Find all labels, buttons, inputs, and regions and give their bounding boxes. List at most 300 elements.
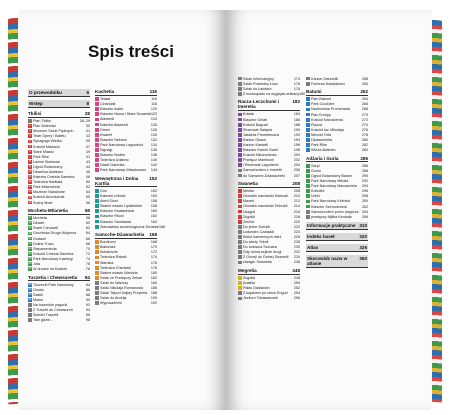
entry-page: 280 (361, 137, 368, 142)
entry-page: 86 (85, 287, 90, 292)
toc-section-title: Skorowidz nazw w atlasie (307, 256, 348, 267)
entry-title: Klasztor Rkoni (100, 214, 124, 219)
entry-page: 41 (85, 154, 90, 159)
entry-number-badge (95, 199, 99, 203)
toc-section-title: Adżaria i Guria (306, 155, 339, 161)
entry-number-badge (95, 153, 99, 157)
toc-entry (95, 250, 157, 255)
entry-page: 60 (85, 221, 90, 226)
toc-entry (306, 112, 368, 117)
entry-number-badge (95, 291, 99, 295)
entry-page: 68 (85, 241, 90, 246)
toc-section-title: Megrelia (238, 268, 257, 273)
entry-title: Kutaisi (243, 112, 255, 117)
toc-entry (306, 81, 368, 86)
entry-page: 212 (293, 199, 300, 204)
toc-entry (95, 168, 157, 173)
toc-entry (238, 276, 300, 281)
toc-entry (306, 184, 368, 189)
toc-section-header (238, 268, 300, 275)
entry-title: Tuszecki Park Narodowy (33, 282, 74, 287)
entry-title: Z Goneji do Dolnej Swanetii (243, 255, 289, 260)
entry-number-badge: 13 (28, 184, 32, 189)
toc-entry (95, 188, 157, 193)
toc-entry (306, 194, 368, 199)
entry-number-badge: 6 (29, 148, 31, 153)
entry-page: 190 (150, 296, 157, 301)
entry-number-badge: 5 (29, 143, 31, 148)
entry-number-badge (238, 220, 242, 224)
toc-column-3 (238, 76, 306, 301)
entry-title: Katedra Cminda Sameba (33, 175, 75, 180)
entry-number-badge (306, 148, 310, 152)
toc-entry (28, 256, 90, 261)
entry-title: Do wieży Tekali (243, 240, 269, 245)
entry-title: Jeziioro Tobawarczeli (243, 296, 278, 301)
toc-entry (28, 159, 90, 164)
entry-title: Meczet Orta (311, 132, 332, 137)
entry-number-badge (238, 189, 242, 193)
toc-entry (238, 214, 300, 219)
toc-entry (238, 117, 300, 122)
entry-title: Teatr Opery i Baletu (33, 134, 66, 139)
entry-page: 194 (293, 137, 300, 142)
toc-entry (95, 275, 157, 280)
entry-title: Szatili (33, 292, 43, 297)
entry-number-badge (238, 245, 242, 249)
toc-section-header (306, 222, 368, 230)
entry-number-badge (306, 97, 310, 101)
entry-number-badge (95, 133, 99, 137)
entry-title: i Rezerwat Lagodechi (243, 163, 279, 168)
entry-page: 30 (85, 124, 90, 129)
entry-page: 39 (85, 149, 90, 154)
entry-page: 200 (293, 153, 300, 158)
entry-title: Gudauri (33, 236, 47, 241)
toc-section-title: Wstęp (29, 101, 43, 106)
toc-entry (95, 296, 157, 301)
entry-number-badge (238, 255, 242, 259)
toc-entry (95, 286, 157, 291)
entry-title: Suchy Most (33, 200, 53, 205)
toc-section-title: Samcche-Dżawachetia (95, 232, 145, 238)
toc-entry (306, 179, 368, 184)
entry-number-badge (238, 281, 242, 285)
toc-entry (238, 86, 300, 91)
toc-section-header (238, 181, 300, 188)
entry-number-badge (238, 158, 242, 162)
entry-page: 168 (150, 240, 157, 245)
entry-number-badge (95, 281, 99, 285)
entry-title: przełęczy Mjtika Keukala (311, 214, 352, 219)
entry-title: Pałac Dadianich (243, 286, 270, 291)
entry-number-badge (306, 143, 310, 147)
entry-title: Plac Wolności (33, 124, 57, 129)
entry-number-badge (95, 118, 99, 122)
toc-entry (28, 175, 90, 180)
entry-page: 268 (361, 107, 368, 112)
entry-number-badge (238, 169, 242, 173)
entry-page: 202 (293, 158, 300, 163)
entry-number-badge: 31 (28, 297, 32, 302)
toc-section-header (28, 275, 90, 282)
toc-section-page: 8 (86, 101, 89, 106)
entry-page: 192 (150, 301, 157, 306)
entry-number-badge: 4 (29, 138, 31, 143)
entry-title: Park Cucdobe (311, 102, 335, 107)
entry-title: Z wodospadu na wygląda wulkany (243, 91, 300, 96)
entry-title: Twierdza Rabati (100, 255, 127, 260)
toc-section-page: 208 (292, 181, 300, 187)
entry-title: Plan Tbilisi (33, 119, 51, 124)
entry-title: Klasztor Gelati (243, 117, 267, 122)
toc-section-header (95, 232, 157, 239)
toc-entry (95, 291, 157, 296)
entry-title: Szlak Nikolaja Romanowa (100, 286, 143, 291)
entry-title: Gdy dolna zejście drogi (243, 250, 282, 255)
toc-entry (306, 102, 368, 107)
entry-title: Lodowiec Czalaadi (243, 229, 274, 234)
toc-entry (238, 168, 300, 173)
toc-entry (28, 313, 90, 318)
entry-number-badge (238, 138, 242, 142)
toc-entry (28, 164, 90, 169)
entry-title: Achalciche (100, 250, 118, 255)
toc-entry (238, 229, 300, 234)
entry-number-badge (28, 308, 32, 312)
entry-page: 214 (293, 204, 300, 209)
entry-page: 274 (361, 122, 368, 127)
toc-entry (28, 134, 90, 139)
entry-page: 300 (361, 199, 368, 204)
toc-entry (28, 169, 90, 174)
toc-entry (306, 122, 368, 127)
entry-number-badge: 25 (28, 255, 32, 260)
entry-title: Park Narodowy Mtirala (311, 179, 349, 184)
toc-entry (28, 308, 90, 313)
entry-number-badge (238, 261, 242, 265)
toc-entry (238, 250, 300, 255)
entry-page: 252 (293, 286, 300, 291)
entry-page: 228 (293, 240, 300, 245)
entry-title: Uwaga: Swanetia (243, 260, 272, 265)
entry-number-badge (306, 82, 310, 86)
entry-number-badge: 21 (28, 235, 32, 240)
entry-number-badge (238, 250, 242, 254)
toc-entry (306, 107, 368, 112)
entry-page: 290 (361, 173, 368, 178)
toc-entry (238, 234, 300, 239)
left-page (18, 10, 226, 410)
toc-entry (95, 117, 157, 122)
toc-entry (28, 190, 90, 195)
entry-number-badge (95, 194, 99, 198)
toc-entry (95, 260, 157, 265)
entry-page: 224 (293, 229, 300, 234)
toc-column-4 (306, 76, 368, 269)
entry-title: Twierdza Narikala (33, 180, 63, 185)
toc-entry (95, 163, 157, 168)
entry-page: 176 (293, 81, 300, 86)
entry-page: 43 (85, 159, 90, 164)
entry-title: Cinandali (100, 102, 116, 107)
entry-number-badge (238, 82, 242, 86)
toc-entry (28, 200, 90, 205)
toc-entry (28, 236, 90, 241)
entry-number-badge (95, 220, 99, 224)
entry-title: Stare Miasto (33, 149, 54, 154)
toc-section-page: 152 (149, 175, 157, 181)
toc-entry (306, 173, 368, 178)
entry-number-badge (238, 92, 242, 96)
toc-entry (306, 189, 368, 194)
toc-entry (238, 112, 300, 117)
entry-page: 174 (150, 255, 157, 260)
entry-page: 198 (293, 148, 300, 153)
entry-number-badge (306, 215, 310, 219)
entry-number-badge (238, 230, 242, 234)
entry-page: 62 (85, 226, 90, 231)
entry-page: 272 (361, 117, 368, 122)
entry-title: Kanion Okace (243, 137, 267, 142)
entry-number-badge (238, 210, 242, 214)
toc-entry (95, 280, 157, 285)
entry-page: 64 (85, 231, 90, 236)
entry-page: 220 (293, 219, 300, 224)
entry-page: 232 (293, 250, 300, 255)
toc-section-header (28, 208, 90, 215)
toc-entry (238, 127, 300, 132)
toc-section-header (95, 89, 157, 96)
entry-title: Dawit Garedża (100, 163, 125, 168)
toc-entry (28, 251, 90, 256)
toc-entry (238, 142, 300, 147)
entry-number-badge (95, 189, 99, 193)
toc-entry (238, 281, 300, 286)
entry-page: 35 (85, 139, 90, 144)
entry-number-badge: 18 (28, 220, 32, 225)
toc-section-header (306, 156, 368, 163)
entry-title: Park Rike (33, 154, 49, 159)
toc-entry (28, 139, 90, 144)
entry-number-badge: 29 (28, 286, 32, 291)
entry-number-badge: 12 (28, 179, 32, 184)
entry-number-badge (238, 291, 242, 295)
entry-title: Mazeri (243, 199, 255, 204)
entry-title: Kościół Nikorcminda (243, 153, 277, 158)
entry-page: 33 (85, 134, 90, 139)
entry-title: Dżwari (33, 221, 45, 226)
entry-title: Zugdidi (243, 276, 256, 281)
toc-entry (28, 246, 90, 251)
entry-page: 186 (293, 117, 300, 122)
entry-page: 156 (150, 199, 157, 204)
toc-column-2 (95, 86, 166, 306)
entry-number-badge (95, 128, 99, 132)
entry-title: Szlak Powiedny Łosz (243, 81, 278, 86)
entry-number-badge (238, 235, 242, 239)
entry-title: Samochodem z Imeretii (243, 168, 282, 173)
entry-title: Szlak do Andrija (100, 296, 127, 301)
entry-number-badge (306, 108, 310, 112)
entry-title: Gruzińska Droga Wojenna (33, 231, 77, 236)
toc-entry (28, 292, 90, 297)
toc-section-page: 262 (360, 89, 368, 95)
entry-title: Nadmorska Promenada (311, 107, 350, 112)
toc-entry (95, 97, 157, 102)
toc-entry (238, 137, 300, 142)
toc-section-header (306, 244, 368, 252)
entry-title: Ośrodek narciarski Tetnuldi (243, 204, 288, 209)
entry-page: 236 (293, 260, 300, 265)
toc-entry (238, 122, 300, 127)
entry-page: 170 (150, 245, 157, 250)
entry-title: Juta (33, 261, 40, 266)
toc-entry (238, 255, 300, 260)
toc-section-page: 326 (359, 245, 367, 251)
entry-page: 196 (293, 142, 300, 147)
entry-title: Dżwelica Awlabari (33, 169, 63, 174)
entry-page: 306 (361, 214, 368, 219)
toc-entry (95, 245, 157, 250)
entry-title: Park Narodowy Lagodechi (100, 142, 144, 147)
toc-entry (306, 199, 368, 204)
entry-page: 184 (293, 112, 300, 117)
entry-title: Kościół Narodzenia (311, 117, 343, 122)
entry-page: 218 (293, 214, 300, 219)
entry-title: Sarpi (311, 163, 320, 168)
entry-page: 88 (85, 292, 90, 297)
toc-entry (28, 180, 90, 185)
entry-title: Mutso (33, 297, 44, 302)
entry-page: 208 (293, 189, 300, 194)
entry-title: Uszguli (243, 209, 256, 214)
entry-page: 58 (85, 216, 90, 221)
toc-entry (306, 209, 368, 214)
entry-number-badge (238, 225, 242, 229)
entry-page: 76 (85, 261, 90, 266)
entry-page: 136 (150, 147, 157, 152)
toc-entry (95, 265, 157, 270)
entry-page: 92 (85, 303, 90, 308)
entry-title: do Samcche-Dżawachetii (243, 173, 285, 178)
entry-number-badge: 7 (29, 153, 31, 158)
entry-number-badge: 28 (28, 281, 32, 286)
entry-title: Stanowisko archeologiczne Dmanisi (100, 224, 160, 229)
entry-number-badge (95, 102, 99, 106)
entry-title: Wyposażenie (100, 301, 123, 306)
entry-page: 230 (293, 245, 300, 250)
entry-page: 140 (150, 158, 157, 163)
toc-entry (28, 318, 90, 323)
entry-page: 138 (150, 153, 157, 158)
toc-entry (28, 221, 90, 226)
toc-entry (238, 132, 300, 137)
entry-title: Kościół Mariacki (33, 144, 60, 149)
entry-title: Piazza (311, 122, 323, 127)
entry-page: 74 (85, 256, 90, 261)
entry-number-badge (95, 271, 99, 275)
entry-number-badge (95, 215, 99, 219)
entry-page: 288 (361, 168, 368, 173)
entry-number-badge: 2 (29, 128, 31, 133)
entry-number-badge (238, 87, 242, 91)
entry-number-badge (238, 128, 242, 132)
toc-entry (95, 224, 166, 229)
entry-page: 298 (361, 194, 368, 199)
entry-page: 178 (150, 265, 157, 270)
entry-page: 164 (150, 219, 157, 224)
entry-page: 174 (293, 76, 300, 81)
entry-page: 304 (361, 209, 368, 214)
entry-number-badge (238, 153, 242, 157)
entry-title: Park Narodowy Kazbegi (33, 256, 73, 261)
entry-page: 278 (361, 132, 368, 137)
toc-entry (306, 204, 368, 209)
entry-title: Signagi (100, 147, 113, 152)
toc-entry (95, 147, 157, 152)
toc-entry (238, 194, 300, 199)
entry-title: Twierdza Chertwisi (100, 265, 131, 270)
entry-page: 144 (150, 168, 157, 173)
entry-title: Sweti Cchoweli (33, 226, 59, 231)
entry-number-badge (306, 118, 310, 122)
entry-number-badge (95, 143, 99, 147)
toc-entry (238, 81, 300, 86)
entry-number-badge: 24 (28, 250, 32, 255)
entry-page: 216 (293, 209, 300, 214)
entry-number-badge (28, 318, 32, 322)
entry-number-badge (306, 194, 310, 198)
entry-page: 234 (293, 255, 300, 260)
entry-page: 296 (361, 189, 368, 194)
entry-title: Muzeum Sztuk Pięknych (33, 129, 74, 134)
toc-entry (95, 153, 157, 158)
toc-entry (28, 231, 90, 236)
entry-title: Szlak do Wańczy (100, 280, 129, 285)
toc-entry (238, 286, 300, 291)
entry-page: 302 (361, 204, 368, 209)
entry-page: 258 (361, 76, 368, 81)
entry-title: Fortreca Nokalakewi (311, 81, 345, 86)
entry-title: Ośrodek narciarski Hatsvali (243, 194, 288, 199)
toc-section-header (306, 255, 368, 268)
toc-entry (28, 303, 90, 308)
toc-entry (238, 163, 300, 168)
right-page (226, 10, 432, 410)
toc-section-header (28, 111, 90, 118)
entry-number-badge (95, 296, 99, 300)
entry-page: 72 (85, 251, 90, 256)
entry-number-badge (95, 123, 99, 127)
toc-entry (28, 297, 90, 302)
entry-number-badge (238, 240, 242, 244)
entry-title: Skalne miasto Wardzia (100, 270, 138, 275)
entry-page: 276 (361, 127, 368, 132)
toc-entry (28, 282, 90, 287)
entry-page: 176 (150, 260, 157, 265)
entry-number-badge (238, 143, 242, 147)
toc-section-title: Indeks haseł (307, 234, 335, 240)
toc-entry (28, 226, 90, 231)
entry-number-badge (238, 297, 242, 301)
entry-title: Szlak Informacyjny (243, 76, 274, 81)
entry-number-badge (28, 313, 32, 317)
entry-page: 90 (85, 297, 90, 302)
entry-number-badge: 11 (28, 174, 32, 179)
toc-entry (306, 214, 368, 219)
toc-entry (95, 204, 157, 209)
